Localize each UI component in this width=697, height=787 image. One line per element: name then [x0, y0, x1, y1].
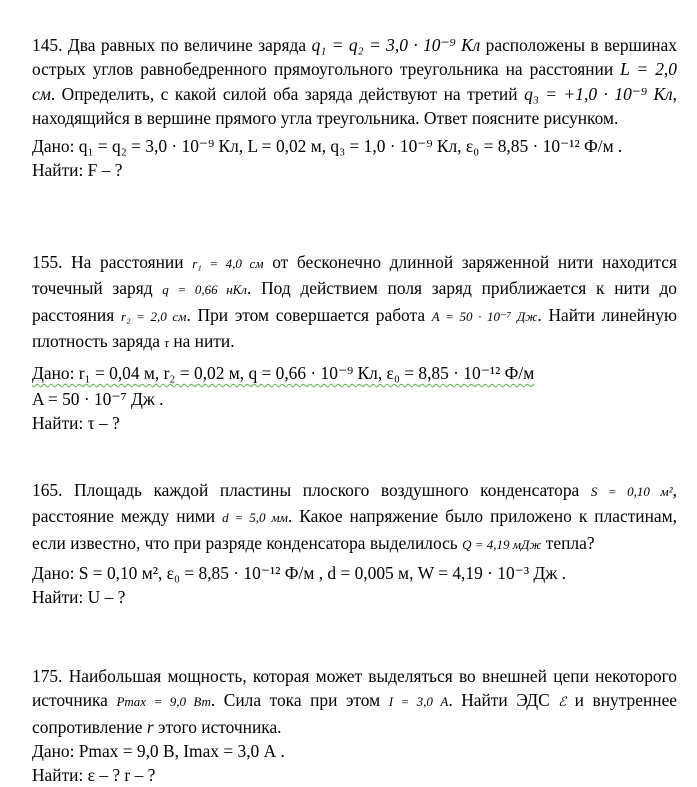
statement-text: на нити.: [173, 330, 235, 351]
statement-text: . Определить, с какой силой оба заряда действуют на третий: [50, 83, 518, 104]
problem-number: 145.: [32, 35, 63, 55]
statement-text: , расстояние между ними: [32, 480, 677, 527]
problem-175: [32, 664, 677, 787]
inline-formula: q₃ = +1,0 · 10⁻⁹ Кл: [524, 83, 673, 104]
statement-text: расположены в вершинах острых углов равнобедренного прямоугольного треугольника на расстоянии: [32, 35, 677, 80]
inline-formula: r₁ = 4,0 см: [192, 256, 264, 271]
statement-text: и внутреннее сопротивление: [32, 690, 678, 737]
statement-text: тепла?: [545, 532, 595, 553]
statement-text: На расстоянии: [71, 252, 184, 272]
problem-number: 155.: [32, 252, 63, 272]
inline-formula: r₂ = 2,0 см: [120, 308, 187, 324]
statement-text: . При этом совершается работа: [186, 304, 426, 325]
inline-formula: S = 0,10 м²: [590, 484, 673, 499]
find-line: Найти: ε – ? r – ?: [32, 764, 156, 785]
statement-text: . Под действием поля заряд приближается к нити до расстояния: [32, 278, 678, 325]
find-line: Найти: F – ?: [32, 160, 123, 181]
problem-statement: [32, 250, 677, 355]
inline-formula: L = 2,0 см: [32, 59, 677, 104]
find-line: Найти: U – ?: [32, 586, 126, 607]
given-line: Дано: q₁ = q₂ = 3,0 · 10⁻⁹ Кл, L = 0,02 м, q₃ = 1,0 · 10⁻⁹ Кл, ε₀ = 8,85 · 10⁻¹² Ф/м .: [32, 136, 623, 157]
problem-number: 165.: [32, 480, 63, 500]
inline-formula: Q = 4,19 мДж: [462, 536, 542, 552]
inline-formula: d = 5,0 мм: [222, 510, 288, 526]
inline-formula: q₁ = q₂ = 3,0 · 10⁻⁹ Кл: [311, 35, 481, 55]
inline-formula: ℰ: [558, 694, 567, 710]
problem-statement: [32, 478, 677, 557]
inline-formula: q = 0,66 нКл: [162, 282, 247, 298]
inline-formula: Pmax = 9,0 Вт: [116, 694, 211, 710]
statement-text: . Найти линейную плотность заряда: [32, 304, 677, 351]
statement-text: , находящийся в вершине прямого угла треугольника. Ответ поясните рисунком.: [32, 83, 677, 128]
statement-text: . Какое напряжение было приложено к пластинам, если известно, что при разряде конденсатора выделилось: [32, 506, 677, 553]
find-line: Найти: τ – ?: [32, 413, 120, 434]
given-line: Дано: Pmax = 9,0 В, Imax = 3,0 А .: [32, 740, 285, 761]
given-line-continued: A = 50 · 10⁻⁷ Дж .: [32, 389, 164, 410]
inline-formula: I = 3,0 А: [388, 694, 449, 710]
inline-formula: τ: [164, 334, 169, 350]
statement-text: Два равных по величине заряда: [67, 35, 307, 55]
problem-statement: [32, 33, 677, 130]
statement-text: этого источника.: [158, 716, 282, 737]
problem-155: [32, 250, 677, 435]
problem-165: [32, 478, 677, 609]
statement-text: Наибольшая мощность, которая может выделяться во внешней цепи некоторого источника: [32, 666, 677, 711]
statement-text: . Найти ЭДС: [448, 690, 550, 711]
problem-number: 175.: [32, 666, 63, 686]
statement-text: Площадь каждой пластины плоского воздушного конденсатора: [74, 480, 580, 500]
problem-145: [32, 33, 677, 182]
given-line: Дано: r₁ = 0,04 м, r₂ = 0,02 м, q = 0,66 · 10⁻⁹ Кл, ε₀ = 8,85 · 10⁻¹² Ф/м: [32, 363, 535, 384]
inline-formula: A = 50 · 10⁻⁷ Дж: [431, 308, 538, 324]
problem-statement: [32, 664, 677, 739]
inline-formula: r: [146, 716, 154, 737]
given-line: Дано: S = 0,10 м², ε₀ = 8,85 · 10⁻¹² Ф/м , d = 0,005 м, W = 4,19 · 10⁻³ Дж .: [32, 562, 566, 583]
statement-text: от бесконечно длинной заряженной нити находится точечный заряд: [32, 252, 677, 299]
statement-text: . Сила тока при этом: [210, 690, 381, 711]
